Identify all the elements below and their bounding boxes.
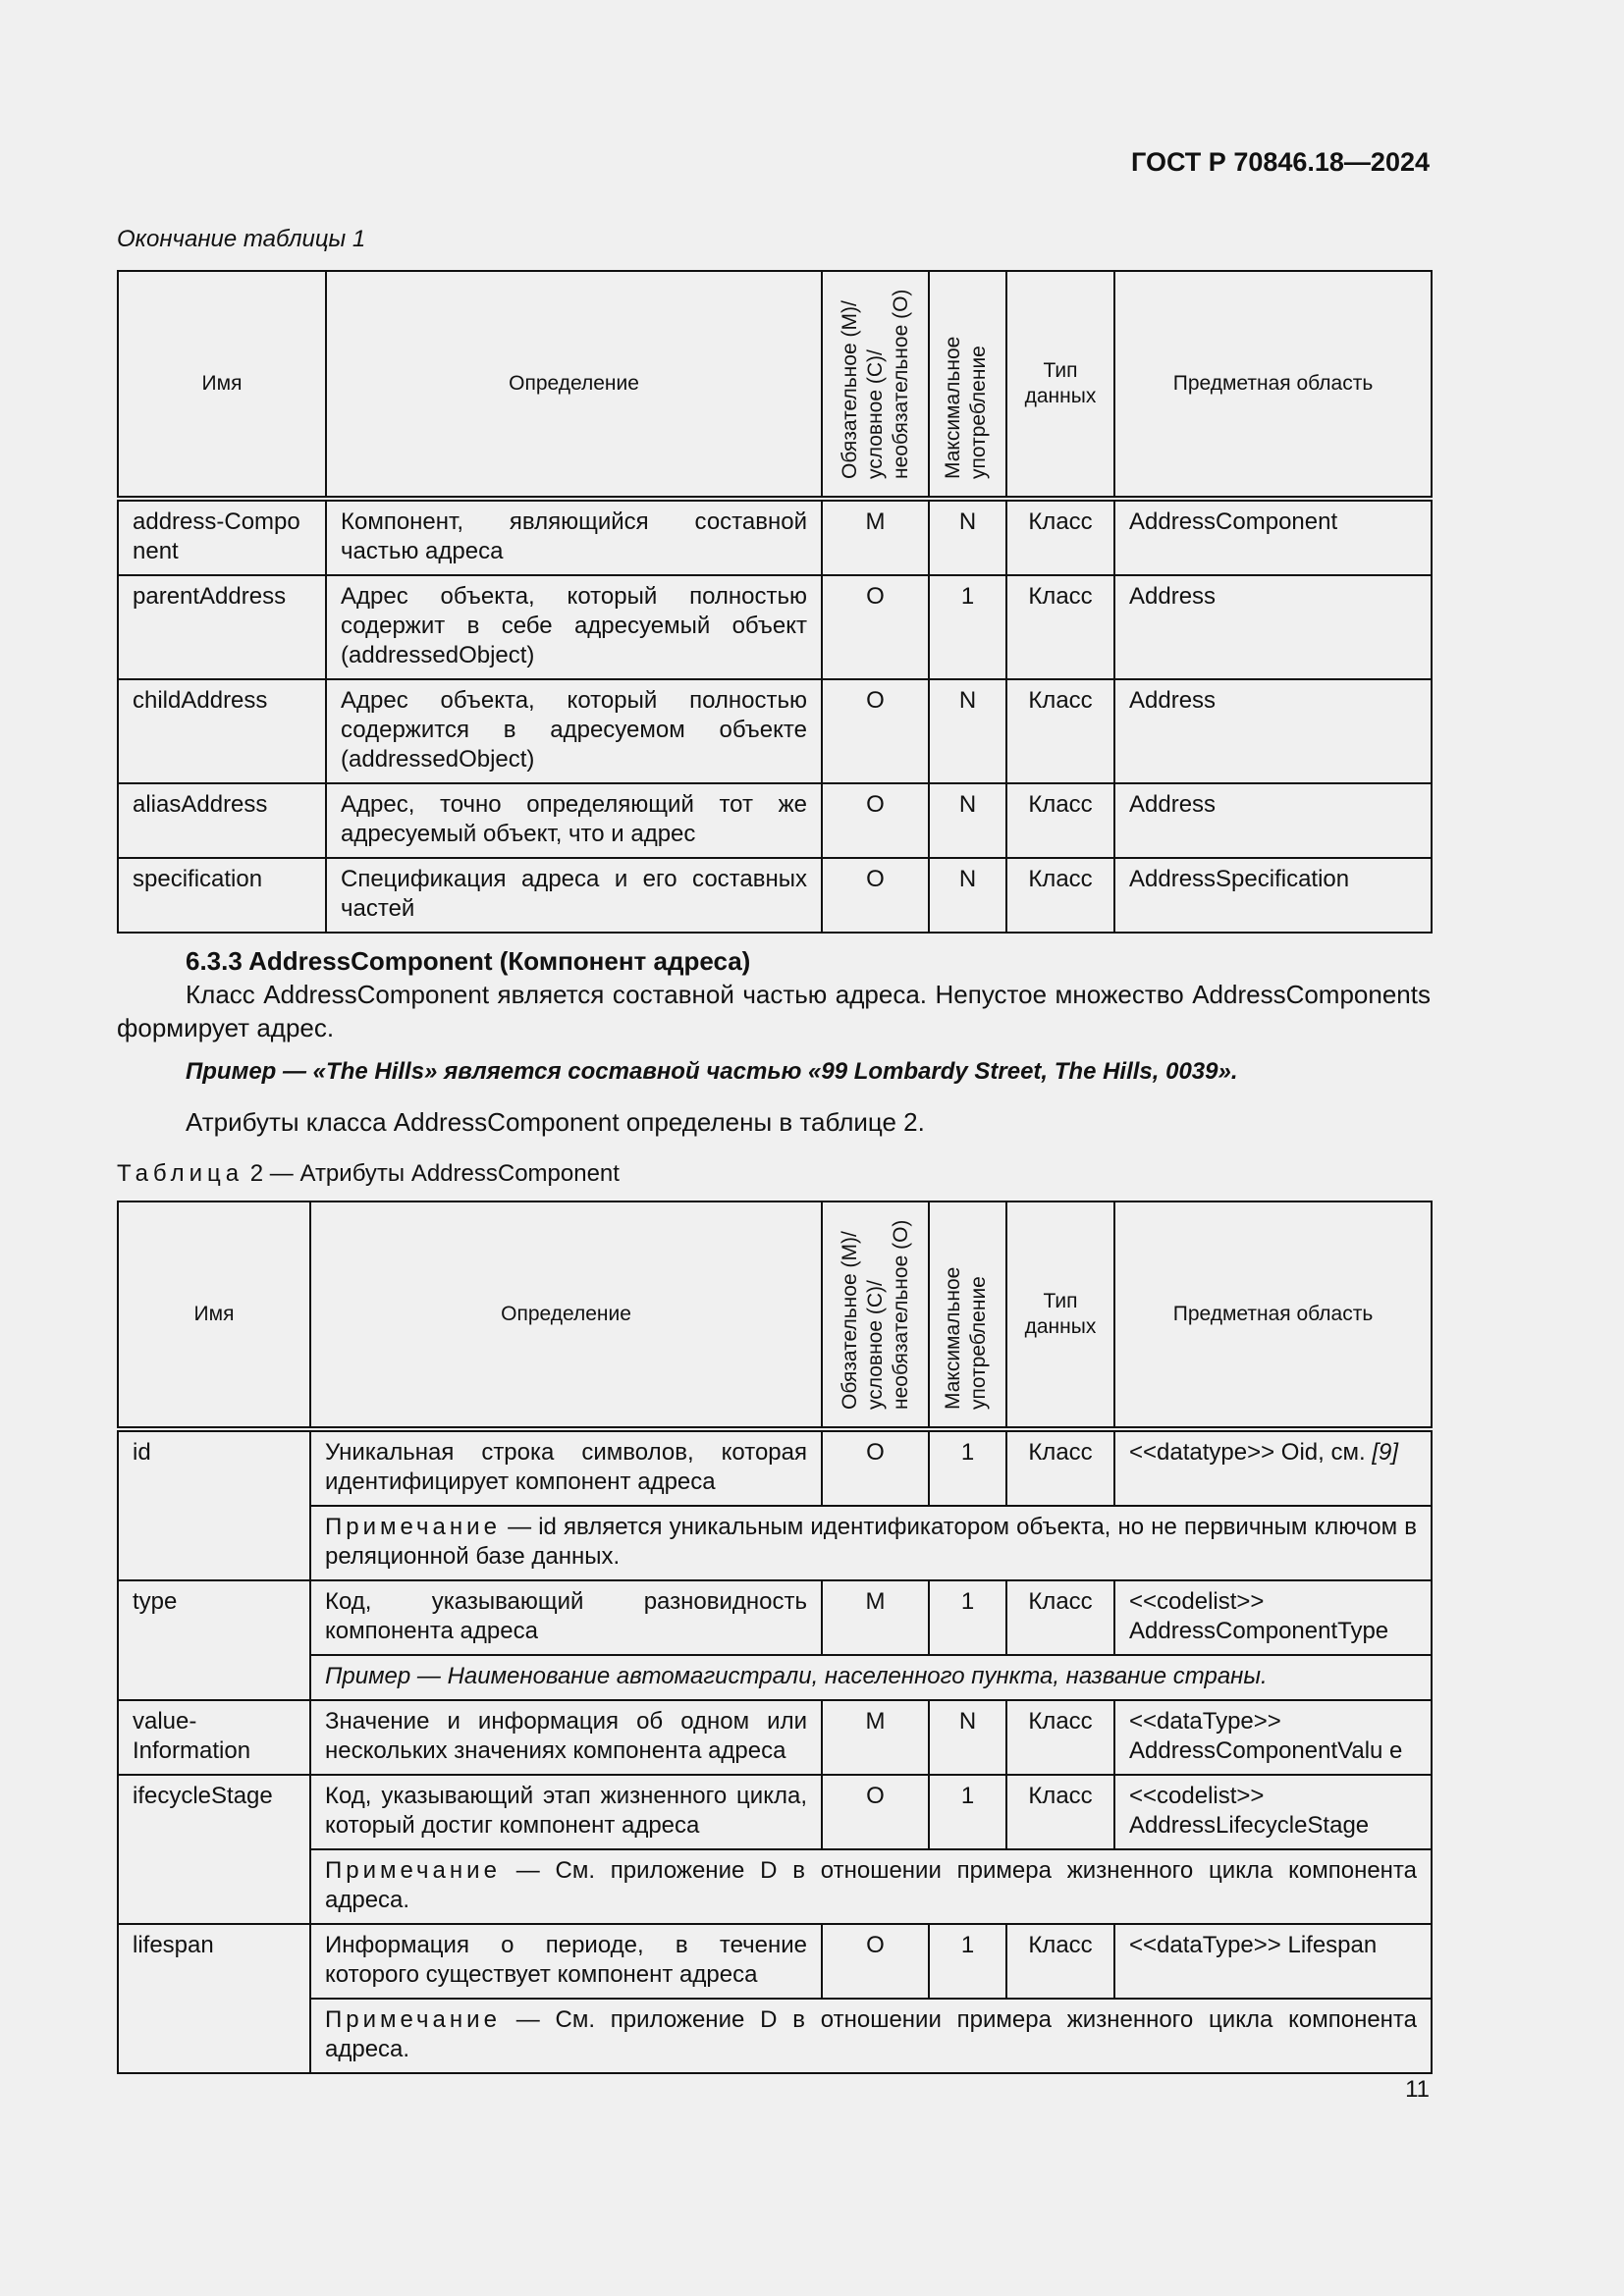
col-name-header: Имя <box>118 271 326 499</box>
cell-definition: Адрес объекта, который полностью содержит в себе адресуемый объект (addressedObject) <box>326 575 822 679</box>
cell-obligation: O <box>822 858 929 933</box>
cell-domain: <<dataType>> Lifespan <box>1114 1924 1432 1999</box>
cell-type: Класс <box>1006 1700 1114 1775</box>
col-domain-header: Предметная область <box>1114 271 1432 499</box>
example-row <box>118 1655 1432 1700</box>
cell-domain: <<codelist>> AddressComponentType <box>1114 1580 1432 1655</box>
cell-obligation: O <box>822 783 929 858</box>
col-domain-header: Предметная область <box>1114 1201 1432 1429</box>
cell-obligation: O <box>822 1429 929 1506</box>
cell-domain: Address <box>1114 783 1432 858</box>
cell-obligation: O <box>822 1924 929 1999</box>
table-row <box>118 1775 1432 1849</box>
note-row <box>118 1506 1432 1580</box>
note-text: — См. приложение D в отношении примера жизненного цикла компонента адреса. <box>325 2006 1417 2062</box>
cell-name: ifecycleStage <box>118 1775 310 1924</box>
cell-type: Класс <box>1006 1429 1114 1506</box>
attributes-intro: Атрибуты класса AddressComponent определены в таблице 2. <box>186 1107 925 1137</box>
note-text: — id является уникальным идентификатором объекта, но не первичным ключом в реляционной базе данных. <box>325 1514 1417 1570</box>
cell-obligation: O <box>822 575 929 679</box>
cell-example: Пример — Наименование автомагистрали, населенного пункта, название страны. <box>310 1655 1432 1700</box>
cell-obligation: M <box>822 1580 929 1655</box>
cell-name: id <box>118 1429 310 1580</box>
note-label: Примечание <box>325 1857 501 1884</box>
cell-definition: Адрес объекта, который полностью содержится в адресуемом объекте (addressedObject) <box>326 679 822 783</box>
cell-domain: Address <box>1114 679 1432 783</box>
cell-name: childAddress <box>118 679 326 783</box>
section-paragraph <box>117 978 1431 1044</box>
col-name-header: Имя <box>118 1201 310 1429</box>
cell-name: parentAddress <box>118 575 326 679</box>
table2-caption <box>117 1160 620 1188</box>
cell-domain: AddressComponent <box>1114 499 1432 575</box>
col-type-header: Тип данных <box>1006 1201 1114 1429</box>
cell-type: Класс <box>1006 575 1114 679</box>
cell-definition: Спецификация адреса и его составных частей <box>326 858 822 933</box>
cell-max: 1 <box>929 575 1006 679</box>
cell-name: lifespan <box>118 1924 310 2073</box>
cell-note <box>310 1506 1432 1580</box>
cell-domain: Address <box>1114 575 1432 679</box>
cell-obligation: M <box>822 499 929 575</box>
domain-ref: [9] <box>1372 1439 1399 1466</box>
table-row <box>118 499 1432 575</box>
example-text: Пример — «The Hills» является составной частью «99 Lombardy Street, The Hills, 0039». <box>186 1058 1238 1085</box>
table-row <box>118 858 1432 933</box>
cell-max: N <box>929 783 1006 858</box>
cell-max: N <box>929 679 1006 783</box>
cell-domain: AddressSpecification <box>1114 858 1432 933</box>
cell-domain: <<codelist>> AddressLifecycleStage <box>1114 1775 1432 1849</box>
cell-name: address-Component <box>118 499 326 575</box>
cell-type: Класс <box>1006 858 1114 933</box>
caption-label: Таблица <box>117 1160 244 1187</box>
cell-definition: Компонент, являющийся составной частью адреса <box>326 499 822 575</box>
cell-name: value-Information <box>118 1700 310 1775</box>
cell-definition: Уникальная строка символов, которая идентифицирует компонент адреса <box>310 1429 822 1506</box>
col-definition-header: Определение <box>326 271 822 499</box>
caption-rest: 2 — Атрибуты AddressComponent <box>244 1160 620 1187</box>
cell-type: Класс <box>1006 1924 1114 1999</box>
cell-max: N <box>929 1700 1006 1775</box>
cell-name: specification <box>118 858 326 933</box>
cell-max: N <box>929 858 1006 933</box>
note-row <box>118 1849 1432 1924</box>
cell-domain: <<dataType>> AddressComponentValu e <box>1114 1700 1432 1775</box>
table-row <box>118 1429 1432 1506</box>
table-row <box>118 1700 1432 1775</box>
col-max-header: Максимальное употребление <box>929 1201 1006 1429</box>
col-obligation-header: Обязательное (М)/ условное (С)/ необязательное (О) <box>822 1201 929 1429</box>
document-code: ГОСТ Р 70846.18—2024 <box>1131 147 1430 177</box>
cell-max: N <box>929 499 1006 575</box>
cell-max: 1 <box>929 1580 1006 1655</box>
cell-obligation: O <box>822 679 929 783</box>
note-text: — См. приложение D в отношении примера жизненного цикла компонента адреса. <box>325 1857 1417 1913</box>
note-label: Примечание <box>325 1514 501 1540</box>
table-row <box>118 679 1432 783</box>
table-row <box>118 783 1432 858</box>
col-max-header: Максимальное употребление <box>929 271 1006 499</box>
cell-type: Класс <box>1006 1775 1114 1849</box>
cell-obligation: M <box>822 1700 929 1775</box>
cell-max: 1 <box>929 1775 1006 1849</box>
col-type-header: Тип данных <box>1006 271 1114 499</box>
cell-name: aliasAddress <box>118 783 326 858</box>
cell-obligation: O <box>822 1775 929 1849</box>
col-obligation-header: Обязательное (М)/ условное (С)/ необязательное (О) <box>822 271 929 499</box>
table1-continuation-caption: Окончание таблицы 1 <box>117 226 366 252</box>
cell-name: type <box>118 1580 310 1700</box>
table-2 <box>117 1201 1433 2074</box>
cell-type: Класс <box>1006 679 1114 783</box>
col-definition-header: Определение <box>310 1201 822 1429</box>
cell-type: Класс <box>1006 499 1114 575</box>
table-row <box>118 1580 1432 1655</box>
cell-domain <box>1114 1429 1432 1506</box>
table-1 <box>117 270 1433 934</box>
section-heading: 6.3.3 AddressComponent (Компонент адреса) <box>186 946 751 976</box>
page-number: 11 <box>1405 2076 1430 2103</box>
table-row <box>118 575 1432 679</box>
cell-note <box>310 1849 1432 1924</box>
cell-definition: Информация о периоде, в течение которого существует компонент адреса <box>310 1924 822 1999</box>
cell-max: 1 <box>929 1429 1006 1506</box>
note-label: Примечание <box>325 2006 501 2033</box>
cell-type: Класс <box>1006 1580 1114 1655</box>
note-row <box>118 1999 1432 2073</box>
cell-max: 1 <box>929 1924 1006 1999</box>
cell-definition: Код, указывающий этап жизненного цикла, который достиг компонент адреса <box>310 1775 822 1849</box>
cell-definition: Адрес, точно определяющий тот же адресуемый объект, что и адрес <box>326 783 822 858</box>
cell-note <box>310 1999 1432 2073</box>
cell-definition: Код, указывающий разновидность компонента адреса <box>310 1580 822 1655</box>
cell-definition: Значение и информация об одном или нескольких значениях компонента адреса <box>310 1700 822 1775</box>
table-row <box>118 1924 1432 1999</box>
paragraph-text: Класс AddressComponent является составной частью адреса. Непустое множество AddressComponents формирует адрес. <box>117 980 1431 1042</box>
domain-text: <<datatype>> Oid, см. <box>1129 1439 1373 1466</box>
cell-type: Класс <box>1006 783 1114 858</box>
